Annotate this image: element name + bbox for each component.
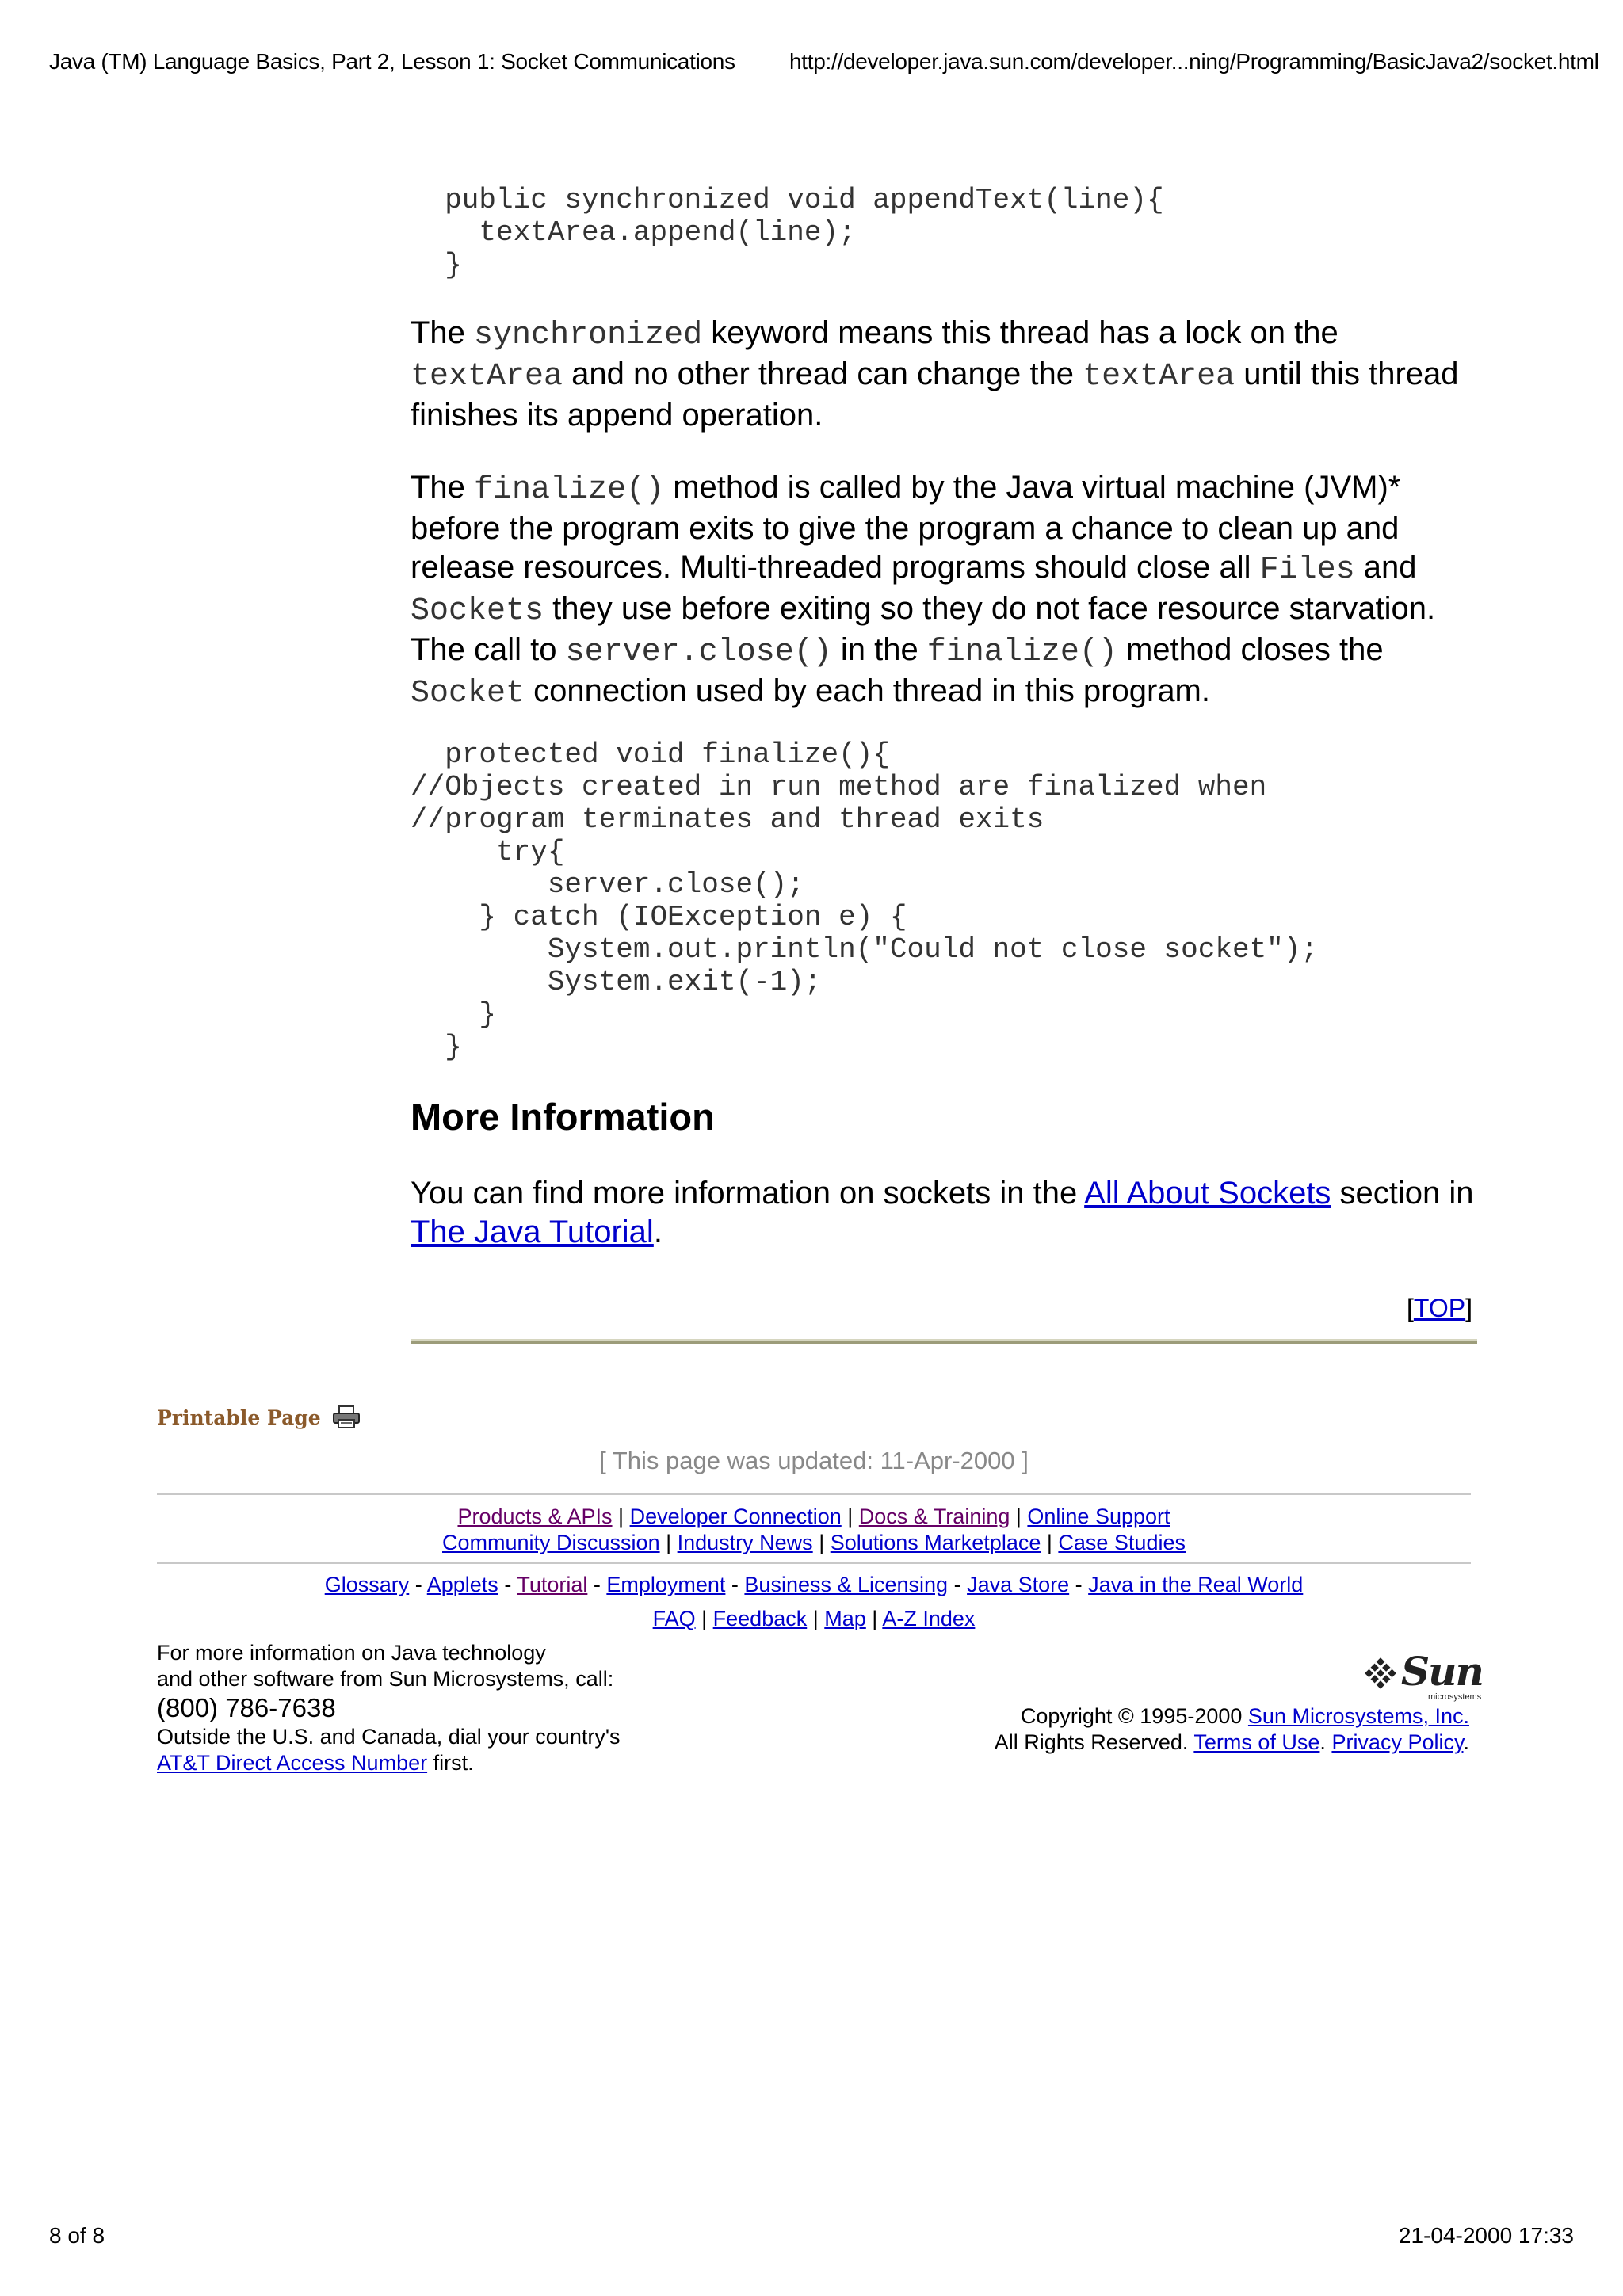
footer-rule-2 [157, 1562, 1471, 1564]
code-append-text: public synchronized void appendText(line){ textArea.append(line); } [445, 184, 1164, 281]
nav-developer-connection[interactable]: Developer Connection [629, 1505, 842, 1528]
section-divider [411, 1339, 1477, 1341]
sun-microsystems-logo[interactable] [1361, 1648, 1483, 1702]
sun-logo-text: Sun [1401, 1648, 1483, 1695]
footer-nav-tertiary: FAQ | Feedback | Map | A-Z Index [652, 1607, 976, 1630]
top-link-wrapper: [TOP] [1407, 1294, 1472, 1322]
paragraph-synchronized: The synchronized keyword means this thread has a lock on the textArea and no other thread can change the textArea until this thread finishes its append operation. [411, 315, 1459, 433]
sun-microsystems-link[interactable]: Sun Microsystems, Inc. [1247, 1704, 1469, 1728]
footer-nav-secondary: Glossary - Applets - Tutorial - Employment - Business & Licensing - Java Store - Java in the Real World [324, 1573, 1304, 1596]
print-footer-page-number: 8 of 8 [49, 2223, 105, 2248]
nav-docs-training[interactable]: Docs & Training [858, 1505, 1010, 1528]
section-divider-shadow [411, 1341, 1477, 1344]
page-updated-date: [ This page was updated: 11-Apr-2000 ] [599, 1447, 1029, 1474]
contact-phone: (800) 786-7638 [157, 1693, 336, 1722]
footer-nav-primary: Products & APIs | Developer Connection | Docs & Training | Online Support Community Discussion | Industry News | Solutions Marketplace | Case Studies [442, 1505, 1186, 1554]
nav-java-store[interactable]: Java Store [967, 1573, 1070, 1596]
printable-page-link[interactable] [157, 1405, 361, 1429]
footer-rule-1 [157, 1493, 1471, 1495]
nav-industry-news[interactable]: Industry News [677, 1531, 813, 1554]
nav-employment[interactable]: Employment [606, 1573, 726, 1596]
print-header-url: http://developer.java.sun.com/developer...ning/Programming/BasicJava2/socket.html [789, 49, 1599, 74]
att-direct-access-link[interactable]: AT&T Direct Access Number [157, 1751, 428, 1775]
contact-line-1: For more information on Java technology [157, 1641, 546, 1665]
more-information-paragraph: You can find more information on sockets in the All About Sockets section in The Java Tutorial. [411, 1176, 1474, 1249]
nav-case-studies[interactable]: Case Studies [1058, 1531, 1186, 1554]
printer-icon [332, 1405, 361, 1429]
sun-diamond-icon [1361, 1656, 1400, 1691]
copyright-block: Copyright © 1995-2000 Sun Microsystems, Inc. All Rights Reserved. Terms of Use. Privacy Policy. [994, 1704, 1469, 1754]
contact-info: For more information on Java technology and other software from Sun Microsystems, call: (800) 786-7638 Outside the U.S. and Canada, dial your country's AT&T Direct Access Number first. [157, 1641, 621, 1775]
java-tutorial-link[interactable]: The Java Tutorial [411, 1215, 654, 1249]
nav-applets[interactable]: Applets [426, 1573, 498, 1596]
contact-line-2: and other software from Sun Microsystems, call: [157, 1667, 614, 1691]
top-link[interactable]: TOP [1413, 1294, 1466, 1322]
nav-glossary[interactable]: Glossary [324, 1573, 410, 1596]
all-about-sockets-link[interactable]: All About Sockets [1084, 1176, 1331, 1211]
sun-logo-subtext: microsystems [1428, 1692, 1482, 1702]
privacy-policy-link[interactable]: Privacy Policy [1331, 1730, 1464, 1754]
nav-business-licensing[interactable]: Business & Licensing [744, 1573, 949, 1596]
nav-online-support[interactable]: Online Support [1027, 1505, 1170, 1528]
code-finalize: protected void finalize(){ //Objects created in run method are finalized when //program terminates and thread exits try{ server.close(); } catch (IOException e) { System.out.println("Could not close socket"); System.exit(-1); } } [411, 738, 1318, 1063]
nav-java-real-world[interactable]: Java in the Real World [1088, 1573, 1304, 1596]
nav-products-apis[interactable]: Products & APIs [457, 1505, 613, 1528]
terms-of-use-link[interactable]: Terms of Use [1193, 1730, 1320, 1754]
more-information-heading: More Information [411, 1096, 715, 1138]
nav-faq[interactable]: FAQ [652, 1607, 696, 1630]
print-footer-datetime: 21-04-2000 17:33 [1398, 2223, 1574, 2248]
nav-tutorial[interactable]: Tutorial [517, 1573, 588, 1596]
printable-page-label: Printable Page [157, 1405, 321, 1429]
contact-line-3: Outside the U.S. and Canada, dial your country's [157, 1725, 621, 1749]
nav-az-index[interactable]: A-Z Index [882, 1607, 976, 1630]
nav-solutions-marketplace[interactable]: Solutions Marketplace [830, 1531, 1041, 1554]
nav-community-discussion[interactable]: Community Discussion [442, 1531, 660, 1554]
paragraph-finalize: The finalize() method is called by the Java virtual machine (JVM)* before the program exits to give the program a chance to clean up and release resources. Multi-threaded programs should close all Files and Sockets they use before exiting so they do not face resource starvation. The call to server.close() in the finalize() method closes the Socket connection used by each thread in this program. [411, 470, 1436, 711]
nav-feedback[interactable]: Feedback [712, 1607, 808, 1630]
print-header-title: Java (TM) Language Basics, Part 2, Lesson 1: Socket Communications [49, 49, 735, 74]
nav-map[interactable]: Map [824, 1607, 866, 1630]
